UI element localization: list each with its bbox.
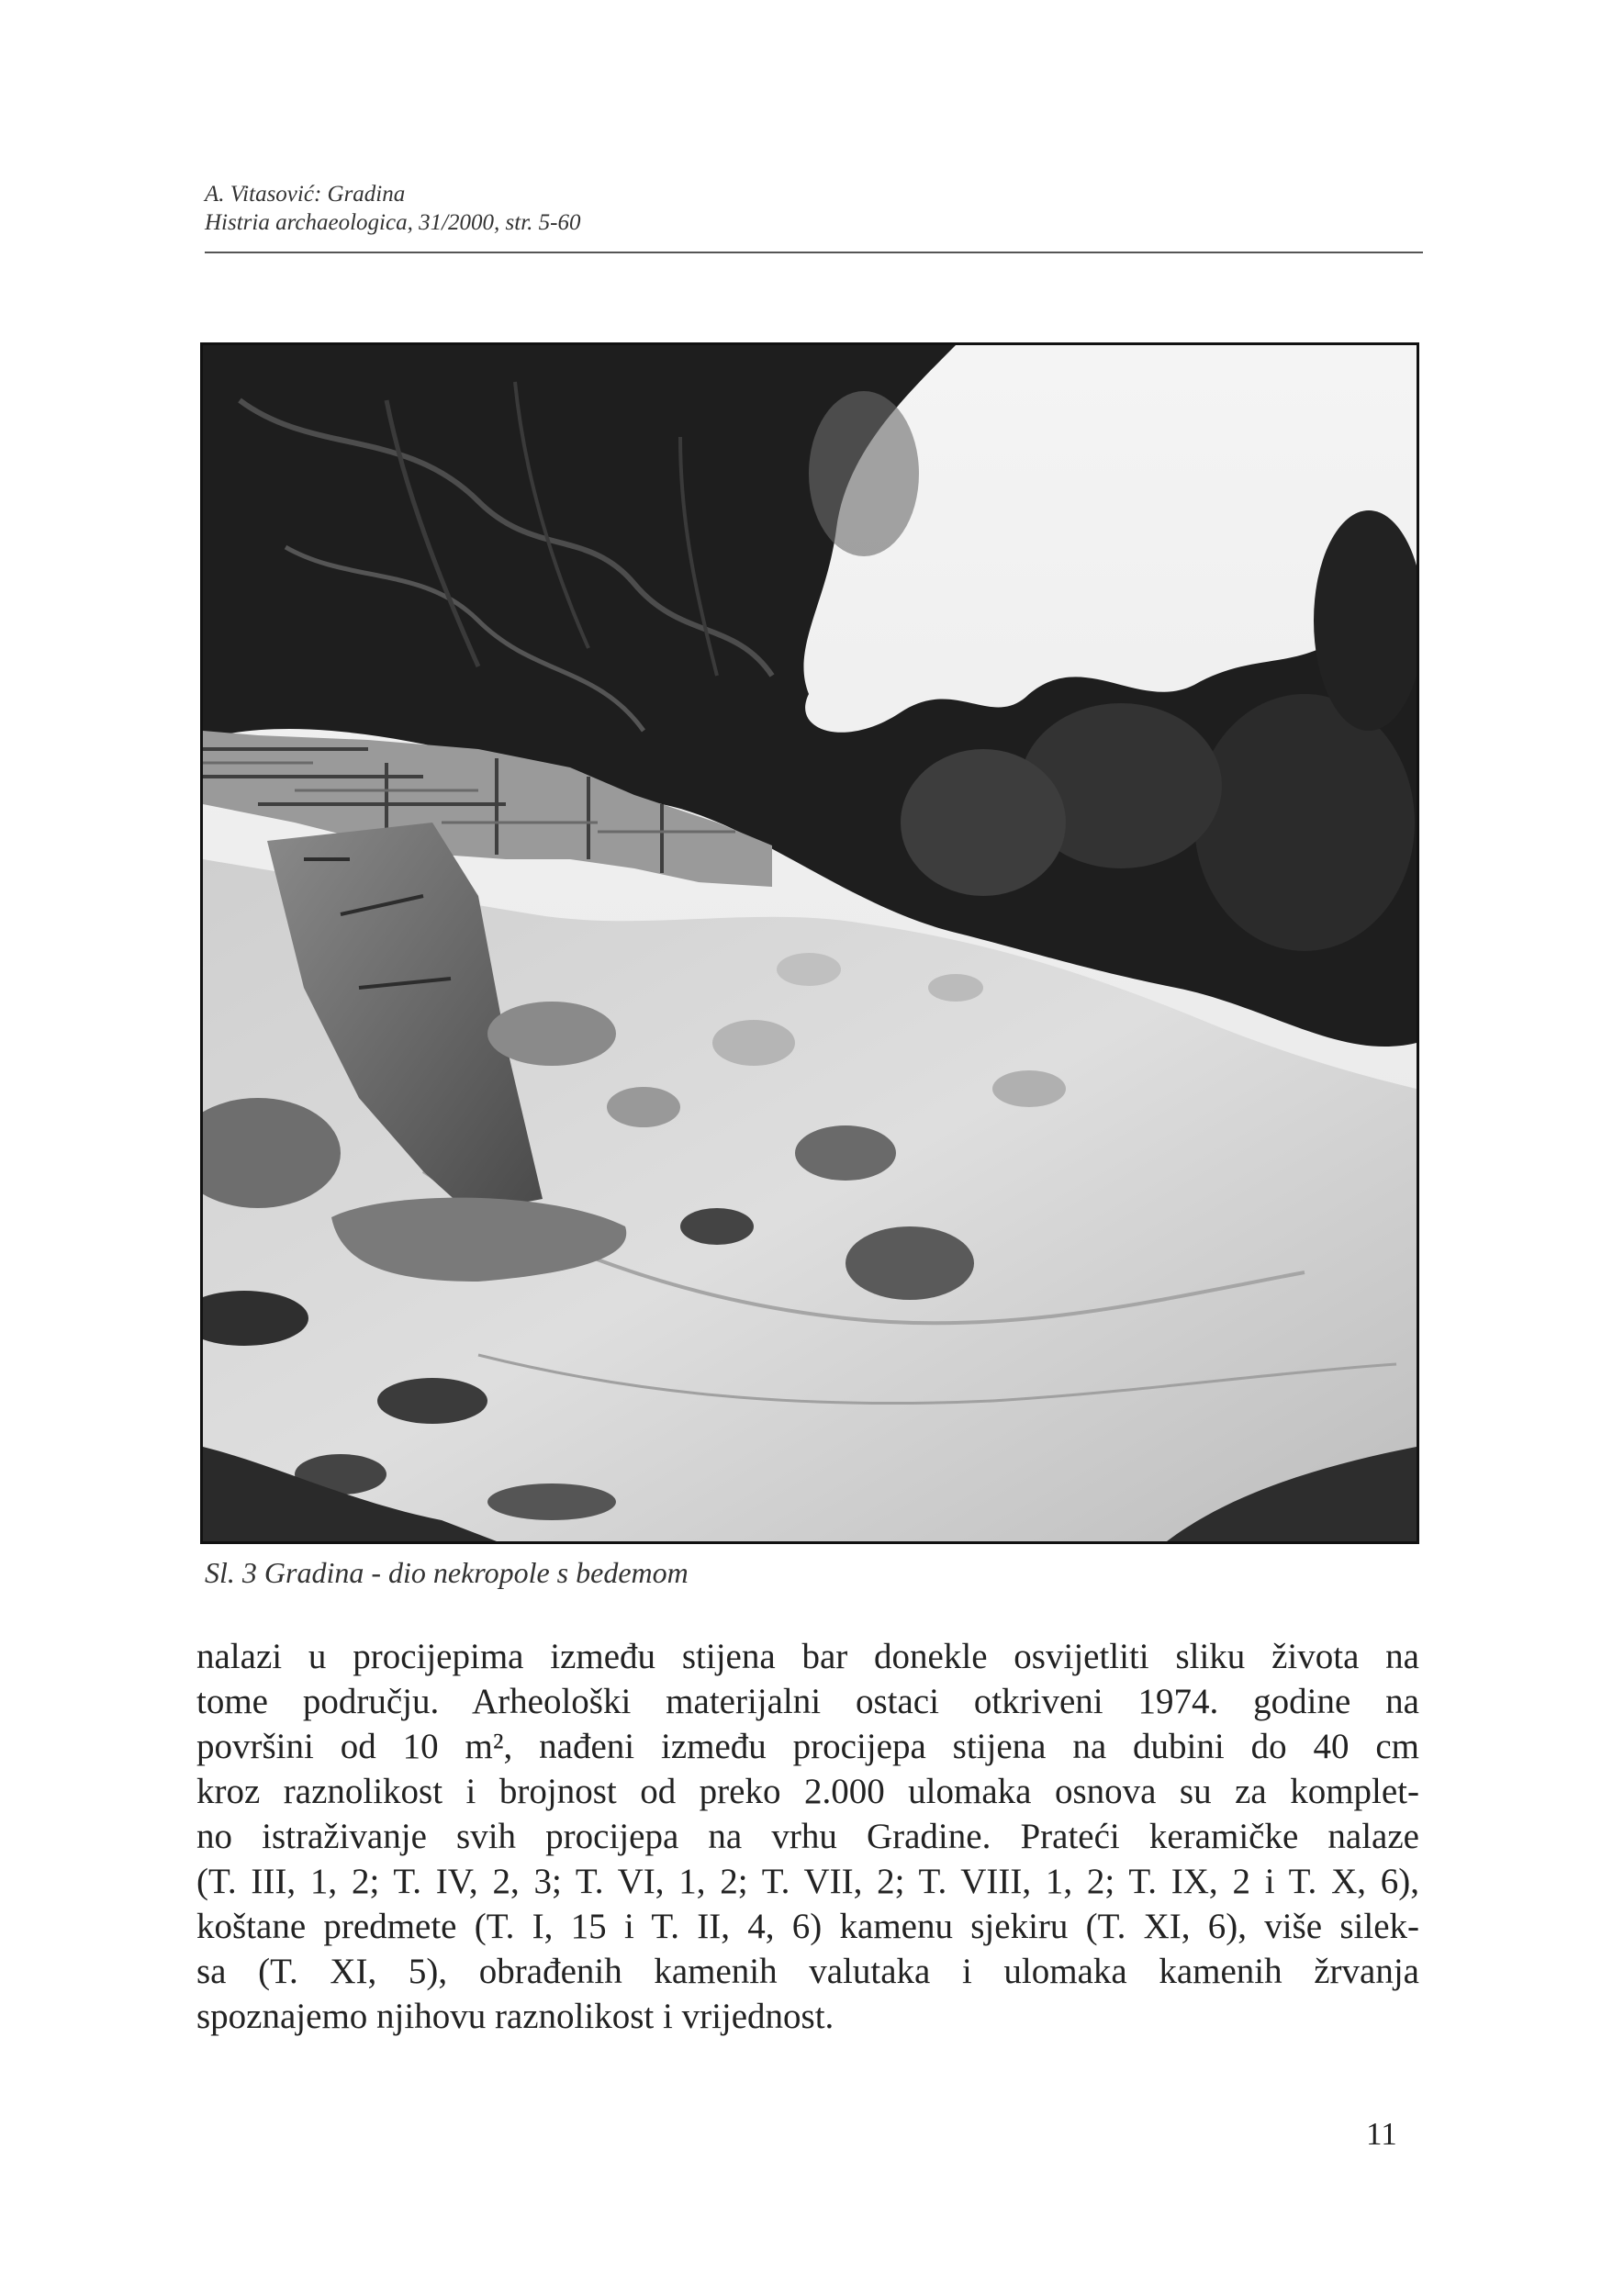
text-line: površini od 10 m², nađeni između procijepa stijena na dubini do 40 cm xyxy=(196,1727,1419,1766)
running-header xyxy=(205,180,1423,237)
text-line: tome području. Arheološki materijalni ostaci otkriveni 1974. godine na xyxy=(196,1682,1419,1721)
photo-illustration xyxy=(203,345,1417,1541)
header-author-title: A. Vitasović: Gradina xyxy=(205,182,406,207)
page-number: 11 xyxy=(1366,2116,1397,2152)
text-line: koštane predmete (T. I, 15 i T. II, 4, 6) kamenu sjekiru (T. XI, 6), više silek- xyxy=(196,1907,1419,1946)
body-paragraph xyxy=(196,1634,1419,2039)
figure-caption: Sl. 3 Gradina - dio nekropole s bedemom xyxy=(205,1556,689,1589)
text-line: kroz raznolikost i brojnost od preko 2.000 ulomaka osnova su za komplet- xyxy=(196,1772,1419,1811)
text-line: nalazi u procijepima između stijena bar donekle osvijetliti sliku života na xyxy=(196,1637,1419,1676)
text-line: (T. III, 1, 2; T. IV, 2, 3; T. VI, 1, 2; T. VII, 2; T. VIII, 1, 2; T. IX, 2 i T. X, 6), xyxy=(196,1862,1419,1901)
header-rule xyxy=(205,252,1423,253)
text-line: sa (T. XI, 5), obrađenih kamenih valutaka i ulomaka kamenih žrvanja xyxy=(196,1952,1419,1991)
text-line: no istraživanje svih procijepa na vrhu Gradine. Prateći keramičke nalaze xyxy=(196,1817,1419,1856)
text-line: spoznajemo njihovu raznolikost i vrijednost. xyxy=(196,1997,834,2036)
figure-photograph xyxy=(200,342,1419,1544)
header-journal: Histria archaeologica, 31/2000, str. 5-60 xyxy=(205,210,581,235)
